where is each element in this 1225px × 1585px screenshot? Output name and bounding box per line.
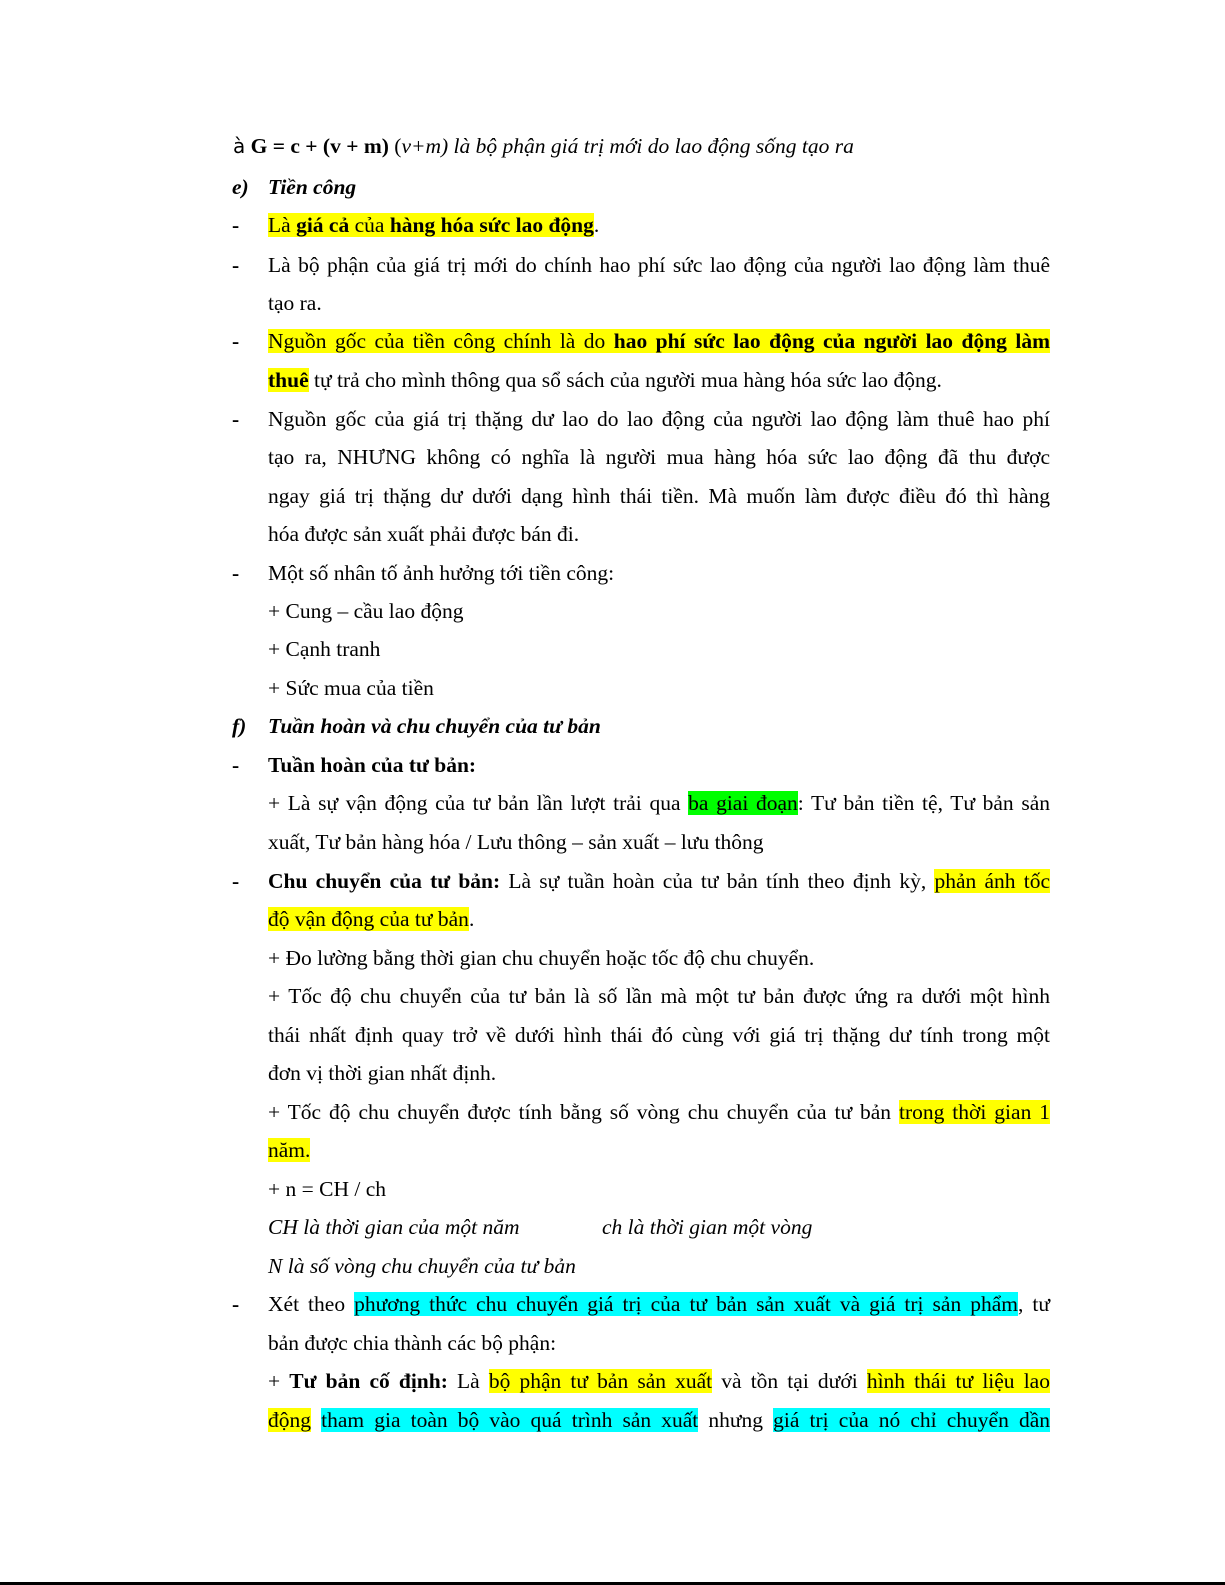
bullet-dash: - <box>232 1292 240 1316</box>
f2-note-2: N là số vòng chu chuyển của tư bản <box>268 1254 576 1278</box>
e5-sub-2: + Cạnh tranh <box>268 637 381 661</box>
e5-line-1: Một số nhân tố ảnh hưởng tới tiền công: <box>268 561 615 585</box>
bullet-dash: - <box>232 407 240 431</box>
section-f-title: Tuần hoàn và chu chuyển của tư bản <box>268 714 601 738</box>
f2-sub-2b: thái nhất định quay trở về dưới hình thái đó cùng với giá trị thặng dư tính trong một <box>268 1023 1050 1047</box>
f2-line-1: Chu chuyển của tư bản: Là sự tuần hoàn của tư bản tính theo định kỳ, phản ánh tốc <box>268 869 1050 893</box>
f2-line-2: độ vận động của tư bản. <box>268 907 475 931</box>
f2-sub-1: + Đo lường bằng thời gian chu chuyển hoặc tốc độ chu chuyển. <box>268 946 815 970</box>
arrow-glyph: à <box>233 134 246 158</box>
formula-italic-pre: ( <box>388 134 402 158</box>
f3-line-1: Xét theo phương thức chu chuyển giá trị của tư bản sản xuất và giá trị sản phẩm, tư <box>268 1292 1050 1316</box>
f2-sub-3b: năm. <box>268 1138 311 1162</box>
e4-line-3: ngay giá trị thặng dư dưới dạng hình thái tiền. Mà muốn làm được điều đó thì hàng <box>268 484 1050 508</box>
e5-sub-3: + Sức mua của tiền <box>268 676 434 700</box>
e3-line-1: Nguồn gốc của tiền công chính là do hao phí sức lao động của người lao động làm <box>268 329 1050 353</box>
f2-sub-3: + Tốc độ chu chuyển được tính bằng số vòng chu chuyển của tư bản trong thời gian 1 <box>268 1100 1050 1124</box>
formula-line <box>233 133 854 159</box>
f1-title: Tuần hoàn của tư bản: <box>268 753 477 777</box>
f1-line-2: xuất, Tư bản hàng hóa / Lưu thông – sản xuất – lưu thông <box>268 830 764 854</box>
formula-vm: v+m <box>401 134 442 158</box>
e4-line-4: hóa được sản xuất phải được bán đi. <box>268 522 580 546</box>
bullet-dash: - <box>232 329 240 353</box>
section-e-label: e) <box>232 175 249 199</box>
bullet-dash: - <box>232 561 240 585</box>
bullet-dash: - <box>232 253 240 277</box>
f2-formula: + n = CH / ch <box>268 1177 387 1201</box>
f2-note-1b: ch là thời gian một vòng <box>602 1215 813 1239</box>
e4-line-1: Nguồn gốc của giá trị thặng dư lao do lao động của người lao động làm thuê hao phí <box>268 407 1050 431</box>
f3-line-2: bản được chia thành các bộ phận: <box>268 1331 557 1355</box>
f3-line-4: động tham gia toàn bộ vào quá trình sản xuất nhưng giá trị của nó chỉ chuyển dần <box>268 1408 1050 1432</box>
e2-line-2: tạo ra. <box>268 291 322 315</box>
e1-paragraph: Là giá cả của hàng hóa sức lao động. <box>268 213 600 237</box>
f2-note-1a: CH là thời gian của một năm <box>268 1215 520 1239</box>
e4-line-2: tạo ra, NHƯNG không có nghĩa là người mua hàng hóa sức lao động đã thu được <box>268 445 1050 469</box>
bullet-dash: - <box>232 869 240 893</box>
formula-italic-post: ) là bộ phận giá trị mới do lao động sống tạo ra <box>441 134 854 158</box>
bullet-dash: - <box>232 753 240 777</box>
section-e-title: Tiền công <box>268 175 357 199</box>
bullet-dash: - <box>232 213 240 237</box>
e5-sub-1: + Cung – cầu lao động <box>268 599 464 623</box>
e3-line-2: thuê tự trả cho mình thông qua sổ sách của người mua hàng hóa sức lao động. <box>268 368 942 392</box>
f3-line-3: + Tư bản cố định: Là bộ phận tư bản sản xuất và tồn tại dưới hình thái tư liệu lao <box>268 1369 1050 1393</box>
formula-bold: G = c + (v + m) <box>250 134 389 158</box>
f1-line-1: + Là sự vận động của tư bản lần lượt trải qua ba giai đoạn: Tư bản tiền tệ, Tư bản sản <box>268 791 1050 815</box>
f2-sub-2c: đơn vị thời gian nhất định. <box>268 1061 497 1085</box>
e2-line-1: Là bộ phận của giá trị mới do chính hao phí sức lao động của người lao động làm thuê <box>268 253 1050 277</box>
f2-sub-2a: + Tốc độ chu chuyển của tư bản là số lần mà một tư bản được ứng ra dưới một hình <box>268 984 1050 1008</box>
section-f-label: f) <box>232 714 247 738</box>
